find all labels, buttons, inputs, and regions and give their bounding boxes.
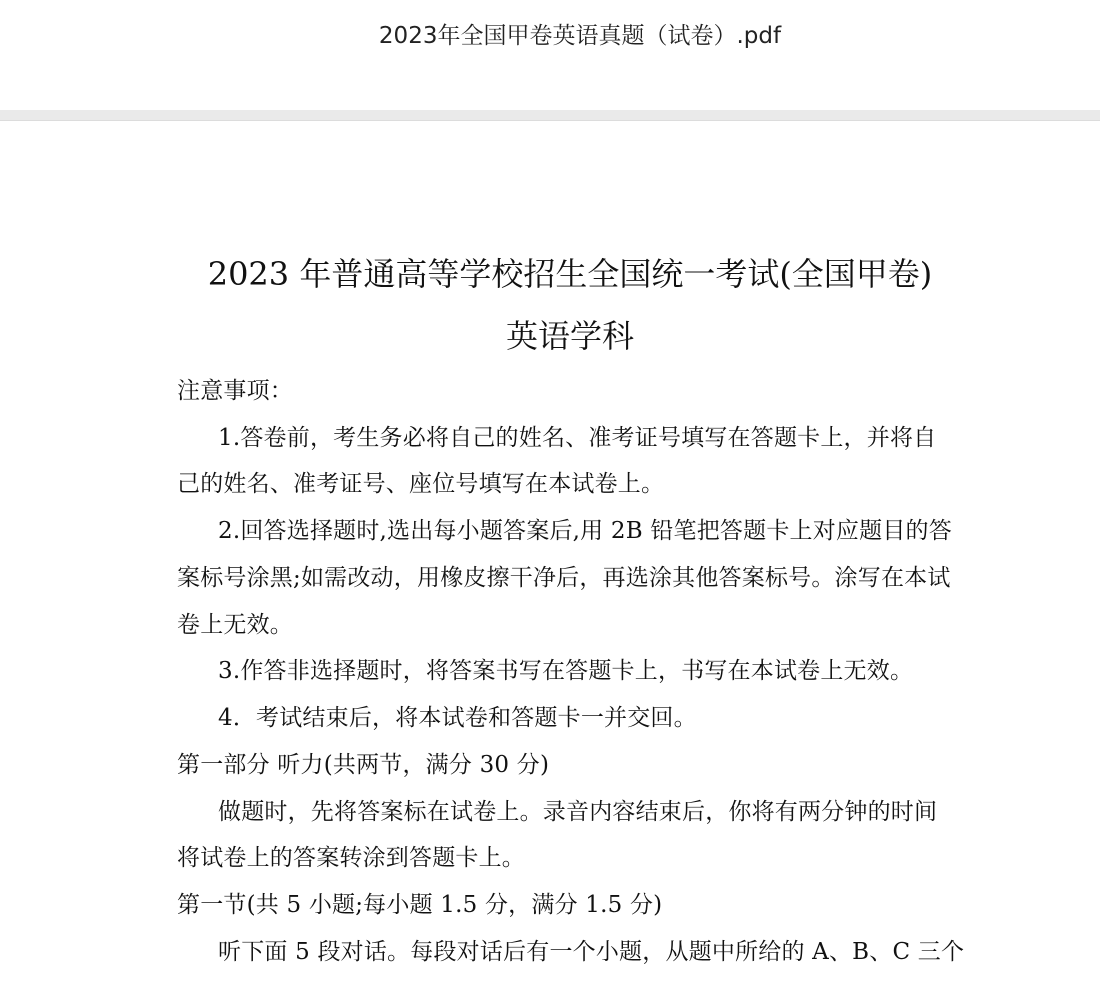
notice-heading: 注意事项： bbox=[177, 378, 293, 404]
section-one-heading: 第一节(共 5 小题;每小题 1.5 分，满分 1.5 分) bbox=[177, 892, 663, 918]
section-one-instructions: 听下面 5 段对话。每段对话后有一个小题，从题中所给的 A、B、C 三个 bbox=[218, 939, 965, 965]
notice-item-2-cont2: 卷上无效。 bbox=[177, 612, 293, 638]
document-subject: 英语学科 bbox=[505, 317, 634, 355]
notice-item-2: 2.回答选择题时,选出每小题答案后,用 2B 铅笔把答题卡上对应题目的答 bbox=[218, 518, 952, 544]
section-part-one-heading: 第一部分 听力(共两节，满分 30 分) bbox=[177, 752, 550, 778]
notice-item-1-cont: 己的姓名、准考证号、座位号填写在本试卷上。 bbox=[177, 471, 665, 497]
header-divider bbox=[0, 110, 1100, 121]
file-name-title: 2023年全国甲卷英语真题（试卷）.pdf bbox=[378, 23, 782, 49]
notice-item-1: 1.答卷前，考生务必将自己的姓名、准考证号填写在答题卡上，并将自 bbox=[218, 425, 937, 451]
document-title: 2023 年普通高等学校招生全国统一考试(全国甲卷) bbox=[207, 255, 933, 293]
viewer-header bbox=[0, 0, 1100, 110]
listening-instructions-cont: 将试卷上的答案转涂到答题卡上。 bbox=[177, 845, 525, 871]
notice-item-4: 4．考试结束后，将本试卷和答题卡一并交回。 bbox=[218, 705, 697, 731]
notice-item-2-cont: 案标号涂黑;如需改动，用橡皮擦干净后，再选涂其他答案标号。涂写在本试 bbox=[177, 565, 951, 591]
pdf-page[interactable] bbox=[0, 122, 1100, 990]
notice-item-3: 3.作答非选择题时，将答案书写在答题卡上，书写在本试卷上无效。 bbox=[218, 658, 914, 684]
listening-instructions: 做题时，先将答案标在试卷上。录音内容结束后，你将有两分钟的时间 bbox=[218, 799, 938, 825]
